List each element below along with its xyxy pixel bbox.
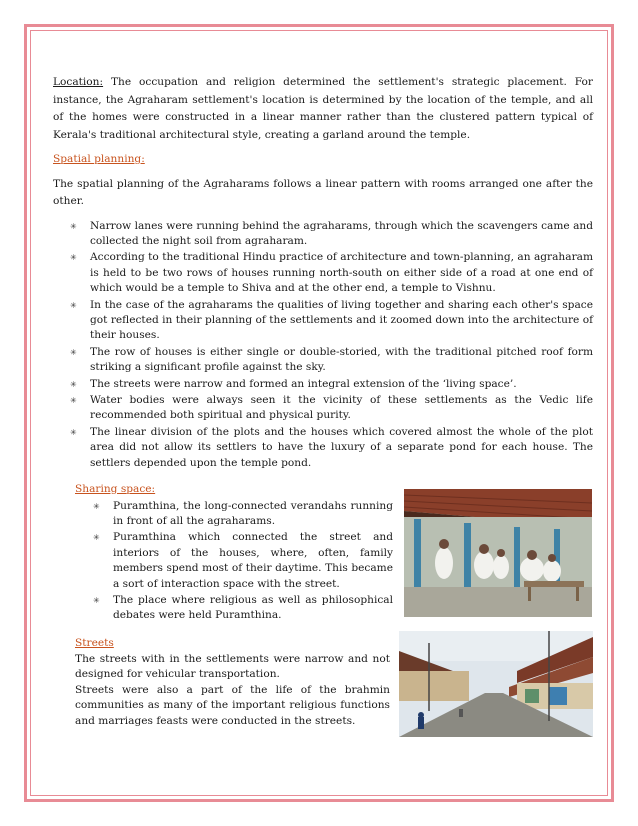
list-item: ✳ The linear division of the plots and the houses which covered almost the whole of the plot area did not allow its settlers to have the luxury of a separate pond for each house. The settlers depended upon the temple pond. (90, 425, 593, 471)
verandah-photo (404, 489, 592, 617)
location-text: The occupation and religion determined the settlement's strategic placement. For instance, the Agraharam settlement's location is determined by the location of the temple, and all of the homes were constructed in a linear manner rather than the clustered pattern typical of Kerala's traditional architectural style, creating a garland around the temple. (53, 76, 593, 141)
list-item: ✳ According to the traditional Hindu practice of architecture and town-planning, an agraharam is held to be two rows of houses running north-south on either side of a road at one end of which would be a temple to Shiva and at the other end, a temple to Vishnu. (90, 250, 593, 296)
sharing-section (75, 482, 393, 625)
main-text (53, 74, 593, 472)
spatial-heading: Spatial planning: (53, 153, 145, 165)
streets-paragraph-1: The streets with in the settlements were narrow and not designed for vehicular transportation. (75, 652, 390, 681)
streets-section (75, 636, 390, 730)
location-paragraph (53, 74, 593, 144)
list-item: ✳ Narrow lanes were running behind the agraharams, through which the scavengers came and collected the night soil from agraharam. (90, 219, 593, 250)
list-item: ✳ The place where religious as well as philosophical debates were held Puramthina. (113, 593, 393, 624)
list-item: ✳ Puramthina which connected the street and interiors of the houses, where, often, family members spend most of their daytime. This became a sort of interaction space with the street. (113, 530, 393, 592)
location-label: Location: (53, 76, 104, 88)
list-item: ✳ Water bodies were always seen it the vicinity of these settlements as the Vedic life recommended both spiritual and physical purity. (90, 393, 593, 424)
spatial-intro: The spatial planning of the Agraharams follows a linear pattern with rooms arranged one after the other. (53, 177, 593, 207)
street-photo (399, 631, 593, 737)
list-item: ✳ The row of houses is either single or double-storied, with the traditional pitched roof form striking a significant profile against the sky. (90, 345, 593, 376)
streets-heading: Streets (75, 637, 114, 649)
list-item: ✳ In the case of the agraharams the qualities of living together and sharing each other's space got reflected in their planning of the settlements and it zoomed down into the architecture of their houses. (90, 298, 593, 344)
streets-paragraph-2: Streets were also a part of the life of the brahmin communities as many of the important religious functions and marriages feasts were conducted in the streets. (75, 683, 390, 727)
list-item: ✳ The streets were narrow and formed an integral extension of the ‘living space’. (90, 377, 593, 392)
spatial-bullet-list (53, 219, 593, 472)
list-item: ✳ Puramthina, the long-connected verandahs running in front of all the agraharams. (113, 499, 393, 530)
sharing-bullet-list (75, 499, 393, 624)
sharing-heading: Sharing space: (75, 483, 156, 495)
